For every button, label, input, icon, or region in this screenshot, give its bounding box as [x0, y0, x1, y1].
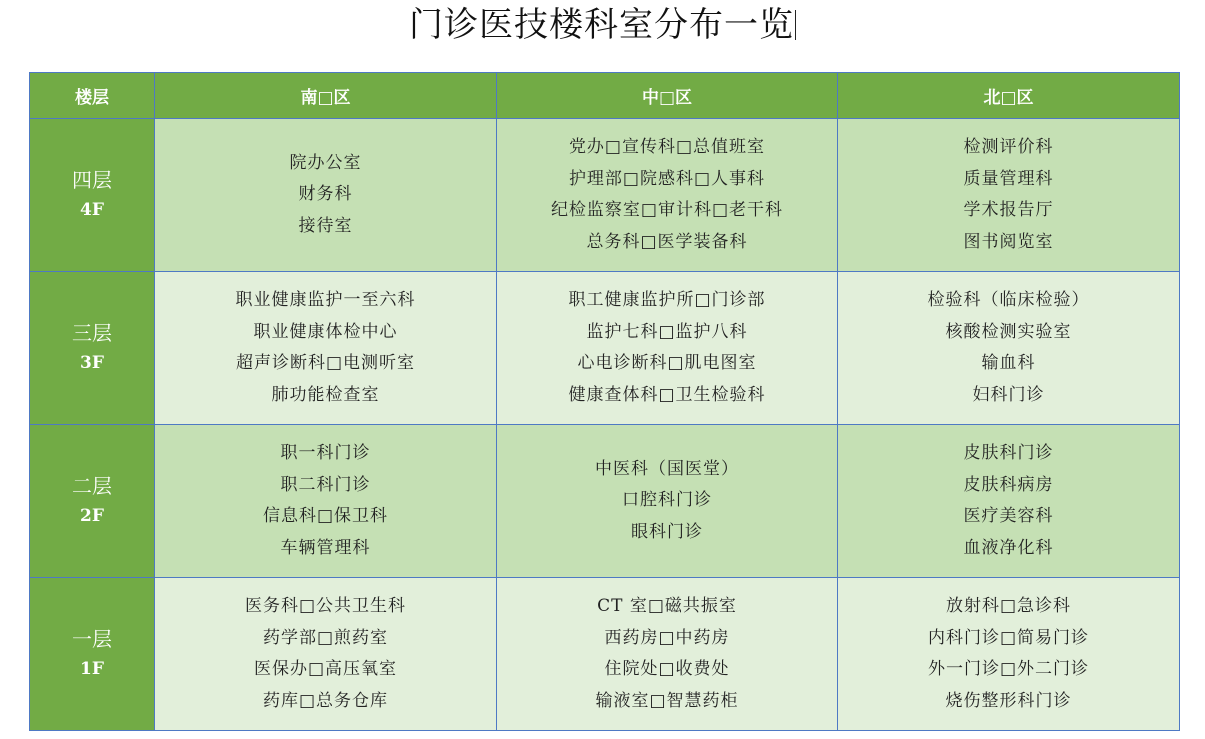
department-entry: 皮肤科病房: [963, 474, 1054, 495]
floor-label-cell: [30, 119, 155, 272]
department-entry: 西药房□中药房: [604, 627, 730, 648]
department-entry: 车辆管理科: [280, 537, 371, 558]
department-entry: 检验科（临床检验）: [927, 290, 1090, 310]
header-middle-zone: 中□区: [497, 73, 838, 119]
south-zone-cell: [155, 578, 497, 731]
north-zone-cell: [838, 272, 1180, 425]
department-entry: 医保办□高压氧室: [253, 659, 398, 679]
department-entry: 口腔科门诊: [622, 490, 712, 511]
department-entry: 财务科: [298, 184, 353, 205]
table-row: [30, 578, 1180, 731]
floor-name-en: 2F: [80, 506, 104, 526]
department-entry: 护理部□院感科□人事科: [568, 168, 766, 189]
floor-name-cn: 二层: [72, 474, 112, 498]
department-entry: 职业健康监护一至六科: [235, 290, 416, 310]
department-entry: 学术报告厅: [963, 200, 1054, 220]
table-body: [30, 119, 1180, 731]
middle-zone-cell: [497, 425, 838, 578]
department-entry: 图书阅览室: [963, 231, 1054, 252]
department-entry: 输血科: [981, 353, 1036, 373]
north-zone-cell: [838, 119, 1180, 272]
department-entry: 健康查体科□卫生检验科: [568, 384, 766, 405]
floor-label-cell: [30, 425, 155, 578]
south-zone-cell: [155, 119, 497, 272]
department-entry: 输液室□智慧药柜: [595, 690, 739, 711]
middle-zone-cell: [497, 119, 838, 272]
department-entry: 中医科（国医堂）: [595, 458, 739, 479]
table-row: [30, 272, 1180, 425]
department-entry: 监护七科□监护八科: [586, 321, 748, 342]
south-zone-cell: [155, 425, 497, 578]
department-entry: 党办□宣传科□总值班室: [568, 137, 766, 157]
page-title: [0, 2, 1205, 48]
department-entry: 外一门诊□外二门诊: [927, 659, 1090, 679]
floor-label-cell: [30, 272, 155, 425]
department-entry: 药学部□煎药室: [262, 627, 389, 648]
floor-name-cn: 一层: [72, 627, 112, 651]
table-header-row: [30, 73, 1180, 119]
department-entry: 检测评价科: [963, 137, 1054, 157]
department-entry: 内科门诊□简易门诊: [927, 627, 1090, 648]
department-entry: 信息科□保卫科: [262, 506, 389, 526]
department-entry: 职一科门诊: [280, 443, 371, 463]
north-zone-cell: [838, 578, 1180, 731]
department-entry: 眼科门诊: [631, 521, 703, 542]
department-entry: 心电诊断科□肌电图室: [577, 353, 757, 373]
department-entry: 烧伤整形科门诊: [945, 690, 1072, 711]
department-entry: 肺功能检查室: [271, 384, 380, 405]
department-entry: 职工健康监护所□门诊部: [568, 290, 766, 310]
north-zone-cell: [838, 425, 1180, 578]
floor-name-en: 3F: [80, 353, 104, 373]
south-zone-cell: [155, 272, 497, 425]
middle-zone-cell: [497, 272, 838, 425]
department-entry: 纪检监察室□审计科□老干科: [550, 200, 784, 220]
page-title-text: 门诊医技楼科室分布一览: [409, 5, 794, 45]
text-cursor: [795, 10, 796, 40]
department-entry: 接待室: [298, 215, 353, 236]
department-entry: 职二科门诊: [280, 474, 371, 495]
floor-name-cn: 三层: [72, 321, 112, 345]
department-entry: 血液净化科: [963, 537, 1054, 558]
floor-name-en: 1F: [80, 659, 104, 679]
floor-name-cn: 四层: [72, 168, 112, 192]
department-entry: 放射科□急诊科: [945, 596, 1072, 616]
department-entry: CT 室□磁共振室: [597, 596, 737, 616]
middle-zone-cell: [497, 578, 838, 731]
table-row: [30, 425, 1180, 578]
department-entry: 皮肤科门诊: [963, 443, 1054, 463]
department-entry: 核酸检测实验室: [945, 321, 1072, 342]
header-north-zone: 北□区: [838, 73, 1180, 119]
department-entry: 药库□总务仓库: [262, 690, 389, 711]
department-entry: 总务科□医学装备科: [586, 231, 748, 252]
floor-distribution-table: [29, 72, 1180, 731]
department-entry: 妇科门诊: [972, 384, 1045, 405]
header-floor: 楼层: [30, 73, 155, 119]
department-entry: 医疗美容科: [963, 506, 1054, 526]
department-entry: 医务科□公共卫生科: [244, 596, 407, 616]
header-south-zone: 南□区: [155, 73, 497, 119]
department-entry: 质量管理科: [963, 168, 1054, 189]
department-entry: 住院处□收费处: [604, 659, 730, 679]
department-entry: 超声诊断科□电测听室: [235, 353, 416, 373]
department-entry: 院办公室: [289, 152, 362, 173]
table-row: [30, 119, 1180, 272]
floor-name-en: 4F: [80, 200, 104, 220]
floor-label-cell: [30, 578, 155, 731]
department-entry: 职业健康体检中心: [253, 321, 398, 342]
